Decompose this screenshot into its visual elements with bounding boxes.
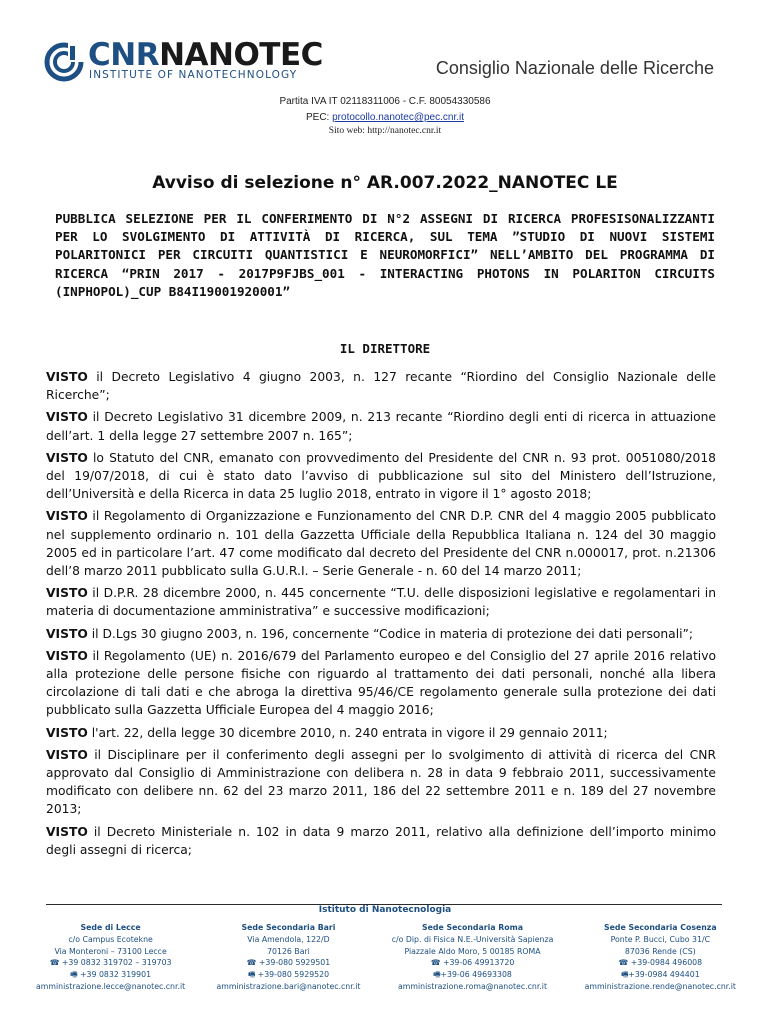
office-line: c/o Dip. di Fisica N.E.-Università Sapienza <box>391 934 554 944</box>
office-bari <box>216 922 360 993</box>
office-fax: 🖷 +39 0832 319901 <box>70 970 152 980</box>
pec-line <box>0 112 770 123</box>
office-line: 87036 Rende (CS) <box>624 946 696 956</box>
office-title: Sede Secondaria Bari <box>241 923 336 932</box>
visto-lead: VISTO <box>46 450 88 465</box>
office-phone: ☎ +39-06 49913720 <box>430 958 515 968</box>
visto-text: lo Statuto del CNR, emanato con provvedimento del Presidente del CNR n. 93 prot. 0051080/2018 del 19/07/2018, di cui è stato dato l’avviso di pubblicazione sul sito del Ministero dell’Istruzione, dell’Università e della Ricerca in data 25 luglio 2018, entrato in vigore il 1° agosto 2018; <box>46 450 716 502</box>
footer-offices <box>36 922 736 993</box>
office-email[interactable]: amministrazione.lecce@nanotec.cnr.it <box>36 981 186 991</box>
visto-paragraph <box>46 507 716 580</box>
director-heading: IL DIRETTORE <box>339 341 431 356</box>
office-line: 70126 Bari <box>267 946 310 956</box>
logo-word-nanotec: NANOTEC <box>159 37 323 73</box>
visto-text: l'art. 22, della legge 30 dicembre 2010, n. 240 entrata in vigore il 29 gennaio 2011; <box>87 725 608 740</box>
office-phone: ☎ +39-0984 496008 <box>618 958 703 968</box>
visto-text: il Decreto Legislativo 4 giugno 2003, n. 127 recante “Riordino del Consiglio Nazionale delle Ricerche”; <box>46 370 716 403</box>
visto-paragraph <box>46 823 716 859</box>
office-phone: ☎ +39-080 5929501 <box>246 958 331 968</box>
visto-paragraph <box>46 625 716 643</box>
office-fax: 🖷+39-06 49693308 <box>433 970 512 980</box>
office-lecce <box>36 922 185 993</box>
visto-lead: VISTO <box>46 747 88 762</box>
office-fax: 🖷+39-0984 494401 <box>620 970 700 980</box>
visto-lead: VISTO <box>46 410 88 425</box>
document-title: Avviso di selezione n° AR.007.2022_NANOTEC LE <box>152 173 618 193</box>
visto-paragraph <box>46 746 716 819</box>
office-roma <box>392 922 554 993</box>
office-email[interactable]: amministrazione.bari@nanotec.cnr.it <box>216 981 361 991</box>
visto-text: il Regolamento di Organizzazione e Funzionamento del CNR D.P. CNR del 4 maggio 2005 pubblicato nel supplemento ordinario n. 101 della Gazzetta Ufficiale della Repubblica Italiana n. 124 del 30 maggio 2005 ed in particolare l’art. 47 come modificato dal decreto del Presidente del CNR n.000017, prot. n.21306 dell’8 marzo 2011 pubblicato sulla G.U.R.I. – Serie Generale - n. 60 del 14 marzo 2011; <box>46 509 716 579</box>
office-title: Sede di Lecce <box>80 923 141 932</box>
visto-lead: VISTO <box>46 725 88 740</box>
office-line: Via Amendola, 122/D <box>247 934 330 944</box>
office-cosenza <box>585 922 736 993</box>
visto-lead: VISTO <box>46 626 88 641</box>
visto-paragraph <box>46 408 716 444</box>
office-line: Via Monteroni – 73100 Lecce <box>54 946 167 956</box>
office-fax: 🖷 +39-080 5929520 <box>247 970 330 980</box>
logo-word-cnr: CNR <box>88 37 160 73</box>
cnr-logo-icon <box>44 42 84 82</box>
pec-email-link[interactable]: protocollo.nanotec@pec.cnr.it <box>332 112 465 123</box>
visto-paragraph <box>46 724 716 742</box>
visto-paragraph <box>46 449 716 504</box>
vat-line: Partita IVA IT 02118311006 - C.F. 80054330586 <box>279 96 491 107</box>
office-title: Sede Secondaria Cosenza <box>603 923 717 932</box>
visto-text: il Disciplinare per il conferimento degli assegni per lo svolgimento di attività di ricerca del CNR approvato dal Consiglio di Amministrazione con delibera n. 28 in data 9 febbraio 2011, successivamente modificato con delibere nn. 62 del 23 marzo 2011, 186 del 22 settembre 2011 e n. 189 del 27 novembre 2013; <box>46 747 716 817</box>
visto-lead: VISTO <box>46 509 88 524</box>
visto-paragraph <box>46 647 716 720</box>
footer-heading: Istituto di Nanotecnologia <box>318 905 452 915</box>
visto-lead: VISTO <box>46 370 88 384</box>
visto-lead: VISTO <box>46 824 88 839</box>
visto-paragraph <box>46 584 716 620</box>
cnr-title: Consiglio Nazionale delle Ricerche <box>435 58 714 78</box>
visto-lead: VISTO <box>46 648 88 663</box>
visto-lead: VISTO <box>46 586 88 601</box>
visto-text: il D.Lgs 30 giugno 2003, n. 196, concernente “Codice in materia di protezione dei dati personali”; <box>87 626 694 641</box>
visto-paragraph <box>46 368 716 404</box>
office-line: c/o Campus Ecotekne <box>68 934 153 944</box>
logo-wordmark <box>88 37 323 73</box>
notice-subject: PUBBLICA SELEZIONE PER IL CONFERIMENTO DI N°2 ASSEGNI DI RICERCA PROFESISONALIZZANTI PER LO SVOLGIMENTO DI ATTIVITÀ DI RICERCA, SUL TEMA ”STUDIO DI NUOVI SISTEMI POLARITONICI PER CIRCUITI QUANTISTICI E NEUROMORFICI” NELL’AMBITO DEL PROGRAMMA DI RICERCA “PRIN 2017 - 2017P9FJBS_001 - INTERACTING PHOTONS IN POLARITON CIRCUITS (INPHOPOL)_CUP B84I19001920001” <box>55 211 715 299</box>
logo-subtitle: INSTITUTE OF NANOTECHNOLOGY <box>89 69 298 81</box>
office-title: Sede Secondaria Roma <box>422 923 524 932</box>
visto-text: il Regolamento (UE) n. 2016/679 del Parlamento europeo e del Consiglio del 27 aprile 2016 relativo alla protezione delle persone fisiche con riguardo al trattamento dei dati personali, nonché alla libera circolazione di tali dati e che abroga la direttiva 95/46/CE regolamento generale sulla protezione dei dati pubblicato sulla Gazzetta Ufficiale Europea del 4 maggio 2016; <box>46 648 716 718</box>
office-email[interactable]: amministrazione.rende@nanotec.cnr.it <box>584 981 736 991</box>
pec-label: PEC: <box>305 112 333 123</box>
office-email[interactable]: amministrazione.roma@nanotec.cnr.it <box>398 981 548 991</box>
website-line: Sito web: http://nanotec.cnr.it <box>328 126 442 136</box>
visto-text: il D.P.R. 28 dicembre 2000, n. 445 concernente “T.U. delle disposizioni legislative e regolamentari in materia di documentazione amministrativa” e successive modificazioni; <box>46 586 716 619</box>
office-line: Piazzale Aldo Moro, 5 00185 ROMA <box>404 946 541 956</box>
visto-text: il Decreto Ministeriale n. 102 in data 9 marzo 2011, relativo alla definizione dell’importo minimo degli assegni di ricerca; <box>46 824 716 857</box>
office-line: Ponte P. Bucci, Cubo 31/C <box>610 934 711 944</box>
visto-text: il Decreto Legislativo 31 dicembre 2009, n. 213 recante “Riordino degli enti di ricerca in attuazione dell’art. 1 della legge 27 settembre 2007 n. 165”; <box>46 410 716 443</box>
office-phone: ☎ +39 0832 319702 – 319703 <box>49 958 172 968</box>
considerations-list <box>46 368 716 863</box>
letterhead <box>0 0 770 92</box>
